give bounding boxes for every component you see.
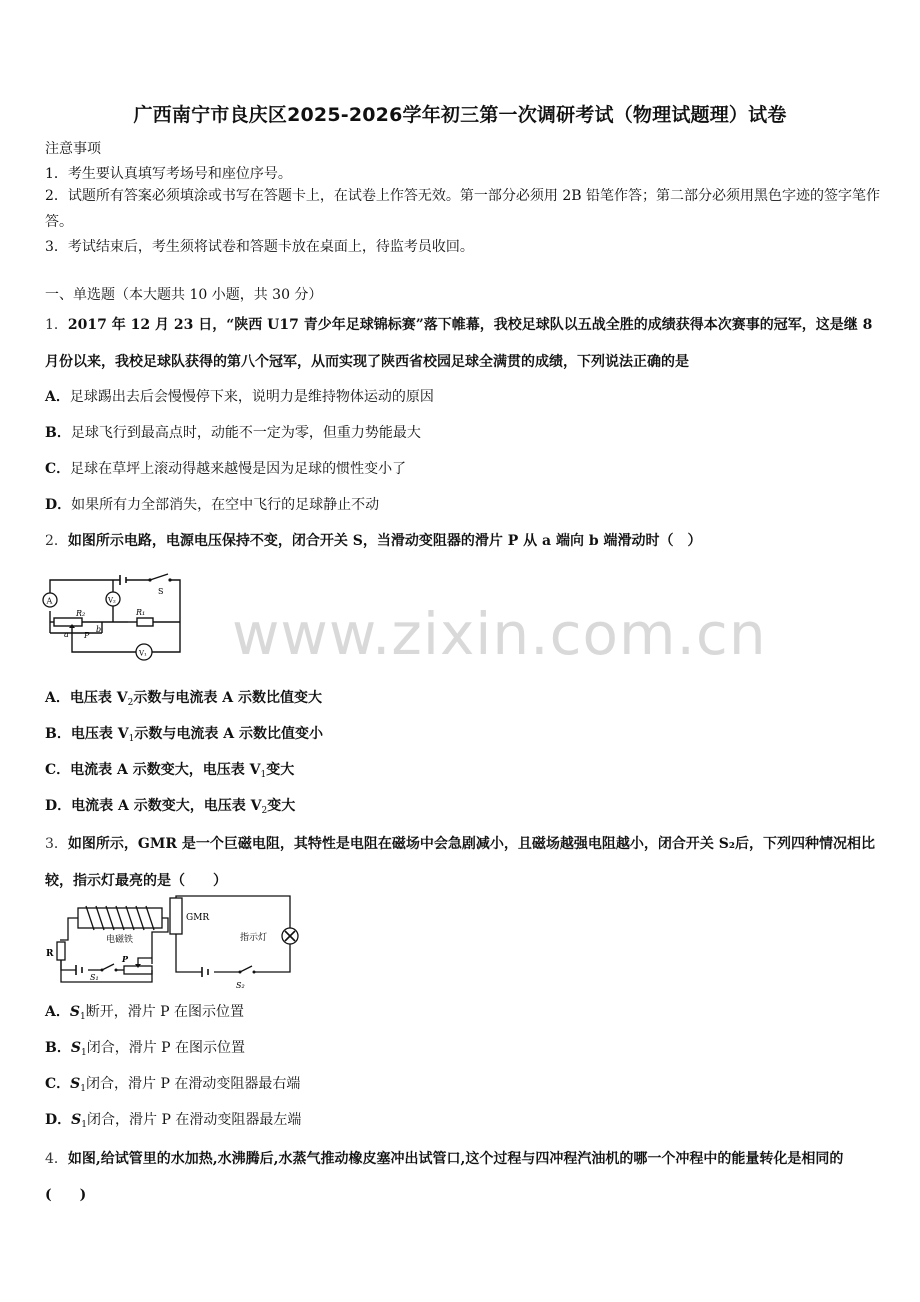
option-letter: C． xyxy=(45,762,71,778)
option-letter: C． xyxy=(45,461,71,477)
switch-s1-label: S₁ xyxy=(90,973,99,982)
r2-label: R₂ xyxy=(76,609,86,618)
option-letter: A． xyxy=(45,690,70,706)
question-3 xyxy=(45,826,880,900)
subscript: 1 xyxy=(80,1048,87,1058)
question-2 xyxy=(45,530,702,550)
q2-option-a[interactable] xyxy=(45,687,322,708)
slider-p-label: P xyxy=(122,954,129,964)
slider-p-label: P xyxy=(84,631,90,640)
section-heading: 一、单选题（本大题共 10 小题，共 30 分） xyxy=(45,287,323,303)
subscript: 1 xyxy=(128,734,135,744)
option-letter: B． xyxy=(45,1040,71,1056)
q3-option-c[interactable] xyxy=(45,1073,300,1094)
question-1 xyxy=(45,307,880,381)
q1-option-a[interactable] xyxy=(45,386,434,406)
document-title: 广西南宁市良庆区2025-2026学年初三第一次调研考试（物理试题理）试卷 xyxy=(133,104,787,126)
option-text: 变大 xyxy=(267,798,296,814)
note-item: 3．考试结束后，考生须将试卷和答题卡放在桌面上，待监考员收回。 xyxy=(45,239,474,255)
subscript: 2 xyxy=(261,806,268,816)
option-symbol: S xyxy=(70,1040,81,1056)
question-number: 4． xyxy=(45,1151,68,1167)
option-letter: C． xyxy=(45,1076,71,1092)
watermark: www.zixin.com.cn xyxy=(232,600,767,668)
switch-label: S xyxy=(158,587,164,596)
note-item: 1．考生要认真填写考场号和座位序号。 xyxy=(45,166,292,182)
q2-option-b[interactable] xyxy=(45,723,323,744)
question-stem: 如图所示，GMR 是一个巨磁电阻，其特性是电阻在磁场中会急剧减小，且磁场越强电阻越小，闭合开关 S₂后，下列四种情况相比较，指示灯最亮的是（ ） xyxy=(45,836,875,889)
option-text: 电流表 A 示数变大，电压表 V xyxy=(70,762,261,778)
option-text: 示数与电流表 A 示数比值变小 xyxy=(134,726,323,742)
q1-option-b[interactable] xyxy=(45,422,421,442)
q2-option-d[interactable] xyxy=(45,795,295,816)
resistor-r-label: R xyxy=(46,949,54,959)
notes-heading: 注意事项 xyxy=(45,141,101,157)
option-text: 电压表 V xyxy=(70,726,129,742)
subscript: 1 xyxy=(80,1012,86,1022)
option-letter: D． xyxy=(45,798,72,814)
option-text: 变大 xyxy=(266,762,295,778)
question-stem: 如图所示电路，电源电压保持不变，闭合开关 S，当滑动变阻器的滑片 P 从 a 端向 b 端滑动时（ ） xyxy=(67,533,702,549)
option-text: 足球飞行到最高点时，动能不一定为零，但重力势能最大 xyxy=(70,425,421,441)
subscript: 1 xyxy=(80,1084,87,1094)
voltmeter-v1-label: V₁ xyxy=(139,649,147,658)
q2-option-c[interactable] xyxy=(45,759,294,780)
q3-gmr-circuit-figure xyxy=(40,894,300,990)
option-text: 足球踢出去后会慢慢停下来，说明力是维持物体运动的原因 xyxy=(69,389,434,405)
option-letter: A． xyxy=(45,389,70,405)
option-letter: A． xyxy=(45,1004,70,1020)
option-text: 闭合，滑片 P 在滑动变阻器最右端 xyxy=(86,1076,301,1092)
q2-circuit-figure xyxy=(40,566,190,666)
question-4 xyxy=(45,1141,880,1213)
option-text: 电流表 A 示数变大，电压表 V xyxy=(71,798,262,814)
q3-option-a[interactable] xyxy=(45,1001,244,1022)
question-stem: 2017 年 12 月 23 日，“陕西 U17 青少年足球锦标赛”落下帷幕，我校足球队以五战全胜的成绩获得本次赛事的冠军，这是继 8 月份以来，我校足球队获得的第八个冠军，从而实现了陕西省校园足球全满贯的成绩，下列说法正确的是 xyxy=(45,317,873,370)
option-symbol: S xyxy=(70,1076,81,1092)
q3-option-b[interactable] xyxy=(45,1037,245,1058)
switch-s2-label: S₂ xyxy=(236,981,245,990)
subscript: 1 xyxy=(81,1120,87,1130)
option-letter: D． xyxy=(45,1112,72,1128)
q1-option-d[interactable] xyxy=(45,494,379,514)
q3-option-d[interactable] xyxy=(45,1109,301,1130)
question-number: 2． xyxy=(45,533,68,549)
subscript: 2 xyxy=(127,698,134,708)
option-symbol: S xyxy=(69,1004,80,1020)
option-letter: D． xyxy=(45,497,72,513)
option-letter: B． xyxy=(45,726,71,742)
option-text: 闭合，滑片 P 在滑动变阻器最左端 xyxy=(87,1112,302,1128)
option-text: 断开，滑片 P 在图示位置 xyxy=(85,1004,245,1020)
question-number: 3． xyxy=(45,836,68,852)
voltmeter-v2-label: V₂ xyxy=(108,596,116,605)
option-text: 示数与电流表 A 示数比值变大 xyxy=(133,690,322,706)
option-text: 如果所有力全部消失，在空中飞行的足球静止不动 xyxy=(71,497,380,513)
electromagnet-label: 电磁铁 xyxy=(106,935,134,945)
option-text: 闭合，滑片 P 在图示位置 xyxy=(86,1040,246,1056)
lamp-label: 指示灯 xyxy=(240,933,268,943)
point-a-label: a xyxy=(64,630,69,639)
r1-label: R₁ xyxy=(136,608,146,617)
q1-option-c[interactable] xyxy=(45,458,406,478)
point-b-label: b xyxy=(96,625,102,634)
question-stem: 如图,给试管里的水加热,水沸腾后,水蒸气推动橡皮塞冲出试管口,这个过程与四冲程汽油机的哪一个冲程中的能量转化是相同的( ) xyxy=(45,1151,844,1203)
gmr-label: GMR xyxy=(186,913,210,923)
option-symbol: S xyxy=(71,1112,82,1128)
option-text: 电压表 V xyxy=(69,690,128,706)
question-number: 1． xyxy=(45,317,68,333)
subscript: 1 xyxy=(260,770,267,780)
option-text: 足球在草坪上滚动得越来越慢是因为足球的惯性变小了 xyxy=(70,461,407,477)
note-item: 2．试题所有答案必须填涂或书写在答题卡上，在试卷上作答无效。第一部分必须用 2B 铅笔作答；第二部分必须用黑色字迹的签字笔作答。 xyxy=(45,188,880,230)
option-letter: B． xyxy=(45,425,71,441)
ammeter-label: A xyxy=(46,596,53,606)
